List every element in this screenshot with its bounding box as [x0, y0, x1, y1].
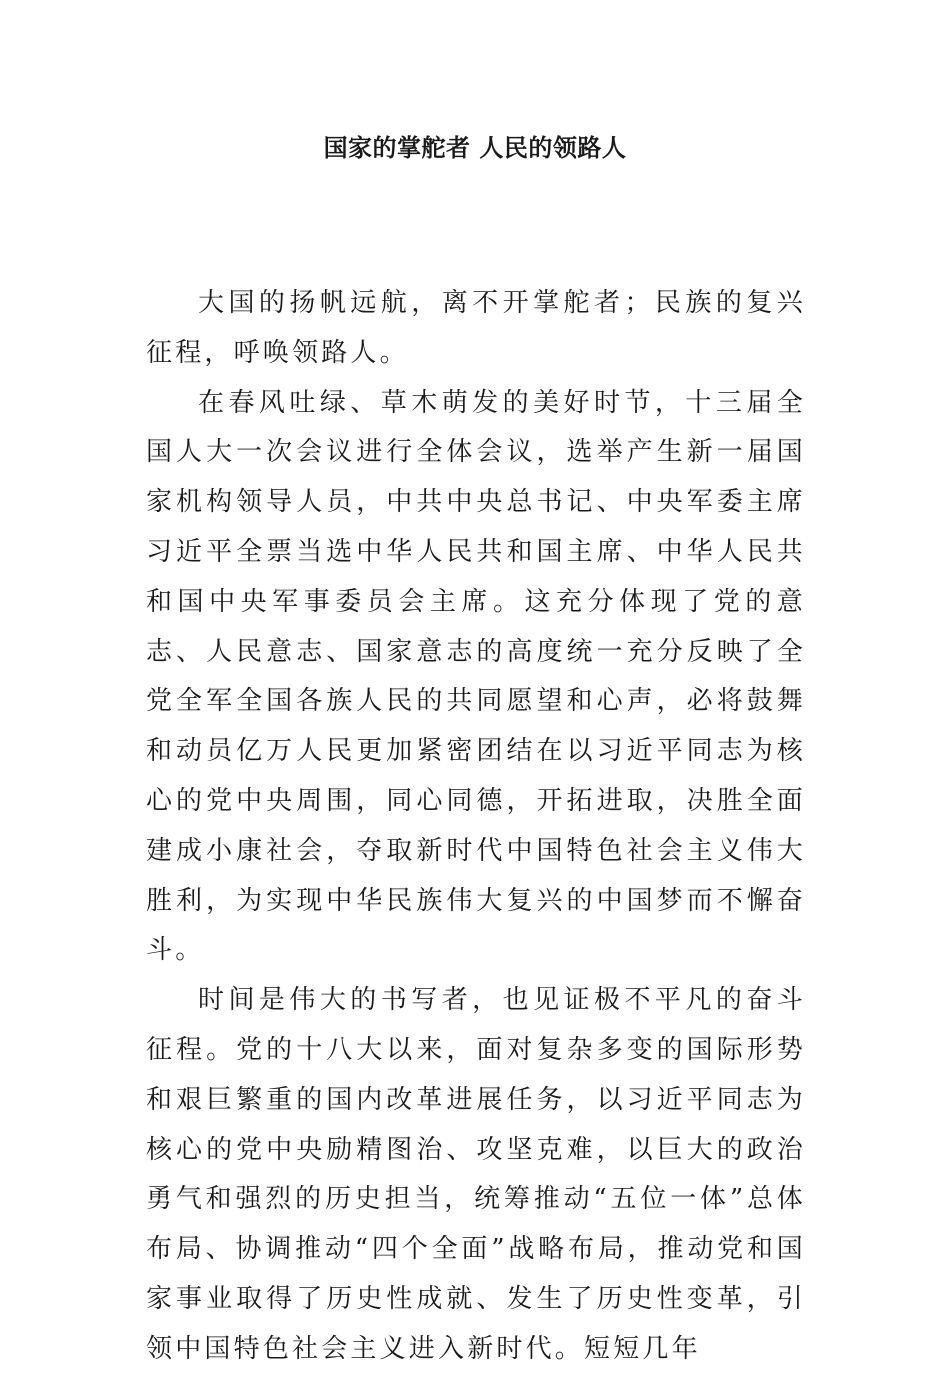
paragraph-1: 大国的扬帆远航，离不开掌舵者；民族的复兴征程，呼唤领路人。 — [146, 288, 806, 368]
paragraph-3: 时间是伟大的书写者，也见证极不平凡的奋斗征程。党的十八大以来，面对复杂多变的国际形势和艰巨繁重的国内改革进展任务，以习近平同志为核心的党中央励精图治、攻坚克难，以巨大的政治勇气和强烈的历史担当，统筹推动“五位一体”总体布局、协调推动“四个全面”战略布局，推动党和国家事业取得了历史性成就、发生了历史性变革，引领中国特色社会主义进入新时代。短短几年 — [146, 985, 806, 1364]
paragraph-2: 在春风吐绿、草木萌发的美好时节，十三届全国人大一次会议进行全体会议，选举产生新一届国家机构领导人员，中共中央总书记、中央军委主席习近平全票当选中华人民共和国主席、中华人民共和国中央军事委员会主席。这充分体现了党的意志、人民意志、国家意志的高度统一充分反映了全党全军全国各族人民的共同愿望和心声，必将鼓舞和动员亿万人民更加紧密团结在以习近平同志为核心的党中央周围，同心同德，开拓进取，决胜全面建成小康社会，夺取新时代中国特色社会主义伟大胜利，为实现中华民族伟大复兴的中国梦而不懈奋斗。 — [146, 387, 806, 966]
document-title: 国家的掌舵者 人民的领路人 — [323, 133, 627, 162]
document-body — [146, 279, 806, 1375]
